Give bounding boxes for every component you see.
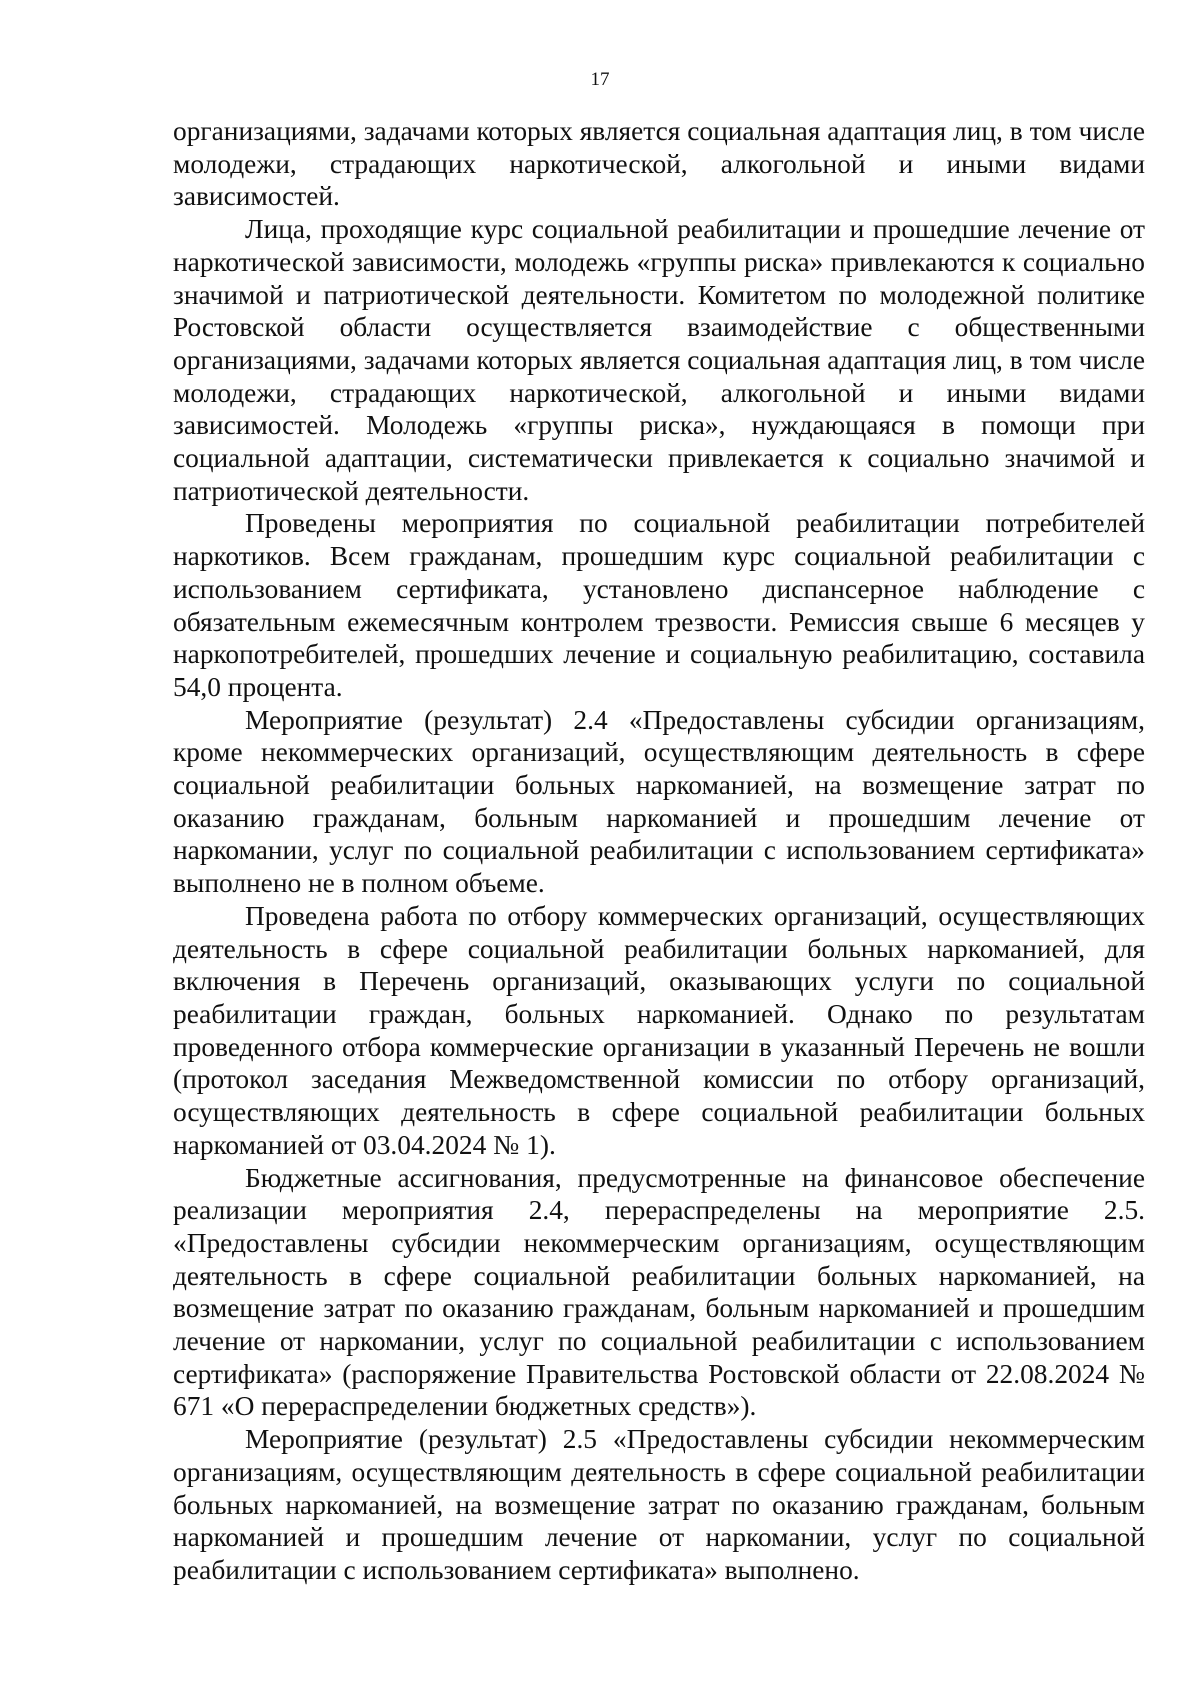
- paragraph: Проведены мероприятия по социальной реабилитации потребителей наркотиков. Всем гражданам, прошедшим курс социальной реабилитации с использованием сертификата, установлено диспансерное наблюдение с обязательным ежемесячным контролем трезвости. Ремиссия свыше 6 месяцев у наркопотребителей, прошедших лечение и социальную реабилитацию, составила 54,0 процента.: [173, 508, 1145, 702]
- paragraph: Бюджетные ассигнования, предусмотренные на финансовое обеспечение реализации мероприятия 2.4, перераспределены на мероприятие 2.5. «Предоставлены субсидии некоммерческим организациям, осуществляющим деятельность в сфере социальной реабилитации больных наркоманией, на возмещение затрат по оказанию гражданам, больным наркоманией и прошедшим лечение от наркомании, услуг по социальной реабилитации с использованием сертификата» (распоряжение Правительства Ростовской области от 22.08.2024 № 671 «О перераспределении бюджетных средств»).: [173, 1162, 1145, 1422]
- paragraph: Мероприятие (результат) 2.5 «Предоставлены субсидии некоммерческим организациям, осуществляющим деятельность в сфере социальной реабилитации больных наркоманией, на возмещение затрат по оказанию гражданам, больным наркоманией и прошедшим лечение от наркомании, услуг по социальной реабилитации с использованием сертификата» выполнено.: [173, 1424, 1145, 1585]
- document-body: [173, 115, 1145, 1587]
- page-number: 17: [590, 69, 610, 90]
- paragraph-continuation: организациями, задачами которых является социальная адаптация лиц, в том числе молодежи, страдающих наркотической, алкогольной и иными видами зависимостей.: [173, 116, 1145, 212]
- paragraph: Мероприятие (результат) 2.4 «Предоставлены субсидии организациям, кроме некоммерческих организаций, осуществляющим деятельность в сфере социальной реабилитации больных наркоманией, на возмещение затрат по оказанию гражданам, больным наркоманией и прошедшим лечение от наркомании, услуг по социальной реабилитации с использованием сертификата» выполнено не в полном объеме.: [173, 704, 1145, 899]
- paragraph: Проведена работа по отбору коммерческих организаций, осуществляющих деятельность в сфере социальной реабилитации больных наркоманией, для включения в Перечень организаций, оказывающих услуги по социальной реабилитации граждан, больных наркоманией. Однако по результатам проведенного отбора коммерческие организации в указанный Перечень не вошли (протокол заседания Межведомственной комиссии по отбору организаций, осуществляющих деятельность в сфере социальной реабилитации больных наркоманией от 03.04.2024 № 1).: [173, 900, 1145, 1160]
- paragraph: Лица, проходящие курс социальной реабилитации и прошедшие лечение от наркотической зависимости, молодежь «группы риска» привлекаются к социально значимой и патриотической деятельности. Комитетом по молодежной политике Ростовской области осуществляется взаимодействие с общественными организациями, задачами которых является социальная адаптация лиц, в том числе молодежи, страдающих наркотической, алкогольной и иными видами зависимостей. Молодежь «группы риска», нуждающаяся в помощи при социальной адаптации, систематически привлекается к социально значимой и патриотической деятельности.: [173, 214, 1145, 506]
